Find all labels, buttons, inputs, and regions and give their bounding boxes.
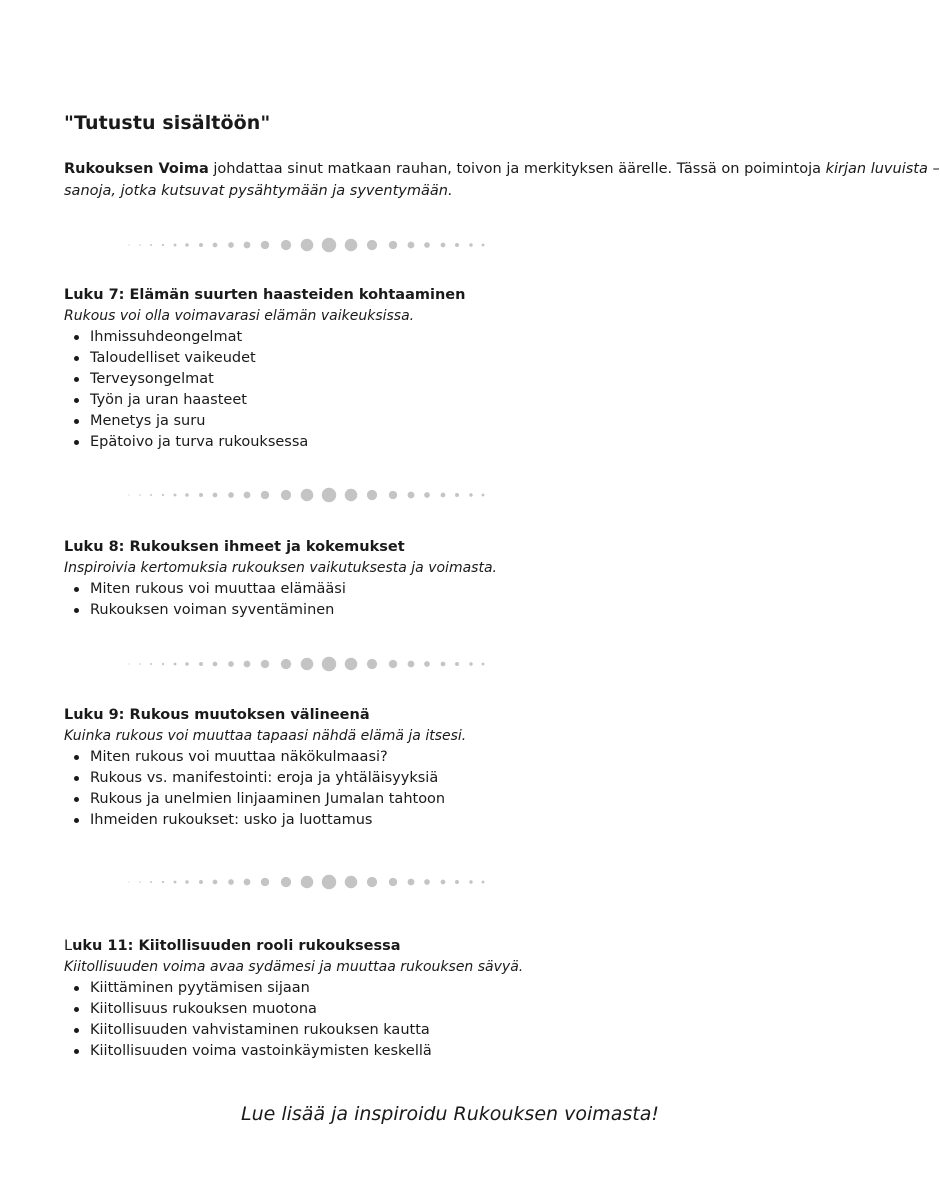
chapter-subtitle: Kiitollisuuden voima avaa sydämesi ja muuttaa rukouksen sävyä. [64, 959, 524, 975]
divider-dot [150, 663, 152, 665]
divider-dot [408, 242, 415, 249]
dot-divider [126, 485, 496, 505]
divider-dot [228, 661, 234, 667]
list-item: Terveysongelmat [90, 369, 824, 390]
divider-dot [455, 662, 459, 666]
divider-dot [185, 243, 188, 246]
divider-dot [345, 876, 358, 889]
divider-dot [199, 662, 203, 666]
list-item: Menetys ja suru [90, 411, 824, 432]
divider-dot [244, 242, 251, 249]
divider-dot [213, 493, 218, 498]
divider-dot [424, 242, 430, 248]
chapter-list [64, 579, 824, 621]
divider-dot [408, 661, 415, 668]
divider-dot [408, 492, 415, 499]
divider-dot [281, 490, 291, 500]
chapter-list [64, 978, 824, 1062]
intro-paragraph [64, 158, 940, 202]
divider-dot [482, 494, 485, 497]
divider-dot [162, 494, 164, 496]
dot-divider [126, 235, 496, 255]
divider-dot [281, 659, 291, 669]
list-item: Työn ja uran haasteet [90, 390, 824, 411]
chapter-title-initial: L [64, 938, 73, 954]
divider-dot [162, 663, 164, 665]
list-item: Kiitollisuuden voima vastoinkäymisten keskellä [90, 1041, 824, 1062]
divider-dot [469, 662, 472, 665]
divider-dot [174, 244, 177, 247]
divider-dot [322, 657, 336, 671]
divider-dot [185, 880, 188, 883]
divider-dot [441, 880, 446, 885]
divider-dot [150, 881, 152, 883]
divider-dot [185, 662, 188, 665]
divider-dot [261, 491, 269, 499]
divider-dot [244, 661, 251, 668]
divider-dot [301, 489, 314, 502]
divider-dot [281, 240, 291, 250]
chapter-7 [64, 285, 824, 453]
divider-dot [301, 658, 314, 671]
list-item: Epätoivo ja turva rukouksessa [90, 432, 824, 453]
divider-dot [389, 491, 397, 499]
divider-dot [213, 880, 218, 885]
divider-dot [424, 879, 430, 885]
list-item: Kiittäminen pyytämisen sijaan [90, 978, 824, 999]
divider-dot [345, 658, 358, 671]
divider-dot [469, 243, 472, 246]
divider-dot [322, 875, 336, 889]
divider-dot [228, 242, 234, 248]
divider-dot [367, 877, 377, 887]
divider-dot [185, 493, 188, 496]
divider-dot [455, 243, 459, 247]
divider-dot [199, 243, 203, 247]
divider-dot [199, 493, 203, 497]
intro-italic-1: kirjan luvuista – [825, 161, 940, 177]
divider-dot [301, 239, 314, 252]
divider-dot [139, 881, 141, 883]
chapter-title-rest: uku 11: Kiitollisuuden rooli rukouksessa [72, 938, 401, 954]
divider-dot [128, 494, 129, 495]
list-item: Kiitollisuus rukouksen muotona [90, 999, 824, 1020]
divider-dot [174, 494, 177, 497]
list-item: Kiitollisuuden vahvistaminen rukouksen kautta [90, 1020, 824, 1041]
intro-text: johdattaa sinut matkaan rauhan, toivon ja merkityksen äärelle. Tässä on poimintoja [208, 161, 826, 177]
list-item: Ihmissuhdeongelmat [90, 327, 824, 348]
divider-dot [345, 239, 358, 252]
divider-dot [367, 659, 377, 669]
divider-dot [345, 489, 358, 502]
divider-dot [150, 244, 152, 246]
chapter-title [64, 936, 824, 956]
divider-dot [455, 880, 459, 884]
divider-dot [424, 661, 430, 667]
divider-dot [162, 881, 164, 883]
divider-dot [408, 879, 415, 886]
divider-dot [367, 240, 377, 250]
divider-dot [128, 663, 129, 664]
chapter-title: Luku 7: Elämän suurten haasteiden kohtaaminen [64, 287, 466, 303]
divider-dot [389, 878, 397, 886]
intro-line-2 [64, 180, 914, 202]
list-item: Miten rukous voi muuttaa näkökulmaasi? [90, 747, 824, 768]
divider-dot [424, 492, 430, 498]
divider-dot [261, 878, 269, 886]
divider-dot [322, 238, 336, 252]
divider-dot [128, 881, 129, 882]
list-item: Ihmeiden rukoukset: usko ja luottamus [90, 810, 824, 831]
dot-divider [126, 654, 496, 674]
divider-dot [281, 877, 291, 887]
chapter-subtitle: Rukous voi olla voimavarasi elämän vaikeuksissa. [64, 308, 415, 324]
chapter-9 [64, 705, 824, 831]
chapter-8 [64, 537, 824, 621]
divider-dot [244, 492, 251, 499]
divider-dot [139, 663, 141, 665]
divider-dot [367, 490, 377, 500]
divider-dot [174, 663, 177, 666]
chapter-11 [64, 936, 824, 1062]
divider-dot [244, 879, 251, 886]
divider-dot [441, 493, 446, 498]
divider-dot [322, 488, 336, 502]
chapter-title: Luku 8: Rukouksen ihmeet ja kokemukset [64, 539, 405, 555]
book-title: Rukouksen Voima [64, 161, 209, 177]
divider-dot [174, 881, 177, 884]
divider-dot [162, 244, 164, 246]
list-item: Rukouksen voiman syventäminen [90, 600, 824, 621]
divider-dot [301, 876, 314, 889]
divider-dot [482, 663, 485, 666]
divider-dot [261, 660, 269, 668]
divider-dot [441, 243, 446, 248]
divider-dot [469, 493, 472, 496]
divider-dot [455, 493, 459, 497]
divider-dot [150, 494, 152, 496]
divider-dot [441, 662, 446, 667]
list-item: Rukous vs. manifestointi: eroja ja yhtäläisyyksiä [90, 768, 824, 789]
divider-dot [469, 880, 472, 883]
chapter-list [64, 327, 824, 453]
divider-dot [213, 662, 218, 667]
chapter-list [64, 747, 824, 831]
divider-dot [228, 492, 234, 498]
divider-dot [199, 880, 203, 884]
section-title: "Tutustu sisältöön" [64, 112, 271, 134]
divider-dot [482, 881, 485, 884]
list-item: Miten rukous voi muuttaa elämääsi [90, 579, 824, 600]
divider-dot [128, 244, 129, 245]
divider-dot [213, 243, 218, 248]
list-item: Rukous ja unelmien linjaaminen Jumalan tahtoon [90, 789, 824, 810]
intro-line-1 [64, 158, 940, 180]
closing-call-to-action: Lue lisää ja inspiroidu Rukouksen voimasta! [240, 1103, 659, 1125]
divider-dot [389, 241, 397, 249]
chapter-subtitle: Inspiroivia kertomuksia rukouksen vaikutuksesta ja voimasta. [64, 560, 497, 576]
divider-dot [228, 879, 234, 885]
divider-dot [389, 660, 397, 668]
list-item: Taloudelliset vaikeudet [90, 348, 824, 369]
chapter-title: Luku 9: Rukous muutoksen välineenä [64, 707, 370, 723]
divider-dot [482, 244, 485, 247]
dot-divider [126, 872, 496, 892]
divider-dot [261, 241, 269, 249]
divider-dot [139, 244, 141, 246]
divider-dot [139, 494, 141, 496]
chapter-subtitle: Kuinka rukous voi muuttaa tapaasi nähdä elämä ja itsesi. [64, 728, 467, 744]
intro-italic-2: sanoja, jotka kutsuvat pysähtymään ja syventymään. [64, 183, 453, 199]
